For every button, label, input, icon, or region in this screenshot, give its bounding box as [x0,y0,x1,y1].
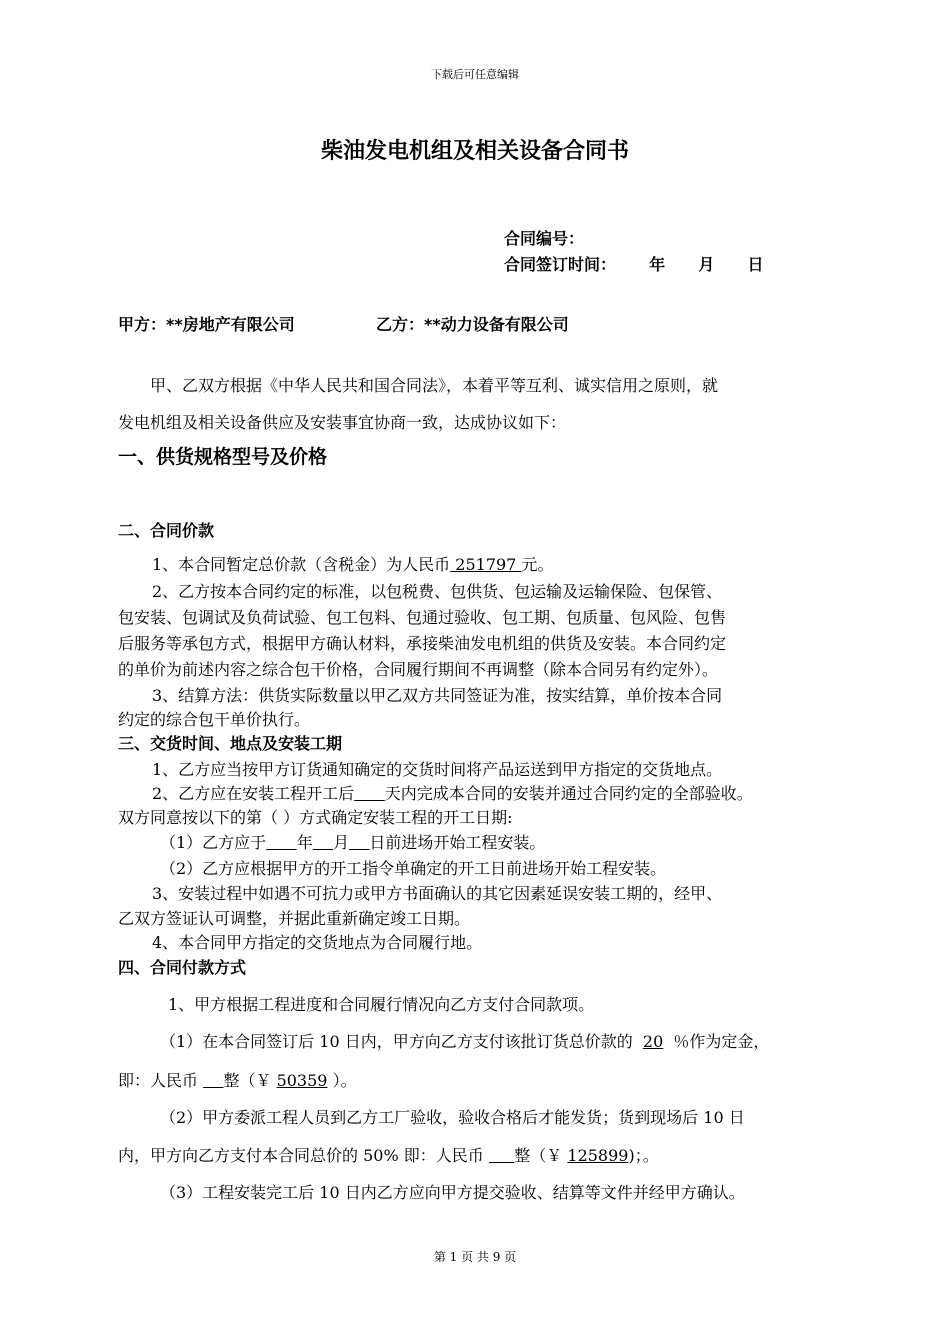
section-3-option-1 [160,830,545,853]
text: 年 [296,833,313,852]
section-3-para: 1、乙方应当按甲方订货通知确定的交货时间将产品运送到甲方指定的交货地点。 [152,760,723,779]
document-title: 柴油发电机组及相关设备合同书 [320,139,629,164]
section-4-para: 1、甲方根据工程进度和合同履行情况向乙方支付合同款项。 [168,995,595,1014]
section-4-title: 四、合同付款方式 [118,958,247,977]
section-2-para: 后服务等承包方式，根据甲方确认材料，承接柴油发电机组的供货及安装。本合同约定 [118,634,727,653]
text: 天内完成本合同的安装并通过合同约定的全部验收。 [384,784,753,803]
text: 2、乙方应在安装工程开工后 [152,784,355,803]
section-2-para: 的单价为前述内容之综合包干价格，合同履行期间不再调整（除本合同另有约定外）。 [118,660,719,679]
total-price-amount: 251797 [450,555,522,574]
section-2-para: 3、结算方法：供货实际数量以甲乙双方共同签证为准，按实结算，单价按本合同 [152,686,723,705]
text: 内，甲方向乙方支付本合同总价的 50% 即：人民币 [118,1146,484,1165]
section-3-para: 双方同意按以下的第（ ）方式确定安装工程的开工日期: [118,808,513,827]
blank-month [313,833,333,852]
deposit-percent: 20 [642,1032,664,1051]
sign-date-row [504,252,764,275]
sign-date-month: 月 [698,255,715,274]
sign-date-label: 合同签订时间： [504,255,617,274]
text: （1）乙方应于 [160,833,267,852]
text: （1）在本合同签订后 10 日内，甲方向乙方支付该批订货总价款的 [160,1032,633,1051]
text: ％作为定金， [673,1032,770,1051]
blank-day [349,833,369,852]
section-3-para [152,781,753,804]
section-3-para: 4、本合同甲方指定的交货地点为合同履行地。 [152,933,483,952]
section-2-para: 包安装、包调试及负荷试验、包工包料、包通过验收、包工期、包质量、包风险、包售 [118,608,727,627]
section-4-item-1 [118,1068,357,1091]
section-3-title: 三、交货时间、地点及安装工期 [118,734,343,753]
section-4-item-2: （2）甲方委派工程人员到乙方工厂验收，验收合格后才能发货；货到现场后 10 日 [160,1108,745,1127]
deposit-amount: 50359 [276,1071,328,1090]
blank-amount-words [489,1146,514,1165]
blank-year [266,833,297,852]
text: 整（￥ [223,1071,272,1090]
text: 即：人民币 [118,1071,199,1090]
text: 整（￥ [514,1146,563,1165]
section-2-para [152,552,553,575]
contract-no-label: 合同编号： [504,229,585,248]
section-1-title: 一、供货规格型号及价格 [118,446,328,468]
section-4-item-2 [118,1143,659,1166]
text: 1、本合同暂定总价款（含税金）为人民币 [152,555,451,574]
section-2-title: 二、合同价款 [118,521,215,540]
preamble-line: 发电机组及相关设备供应及安装事宜协商一致，达成协议如下： [118,413,567,432]
header-note: 下载后可任意编辑 [431,68,519,81]
party-b: 乙方：**动力设备有限公司 [376,315,569,334]
text: 元。 [521,555,554,574]
section-2-para: 2、乙方按本合同约定的标准，以包税费、包供货、包运输及运输保险、包保管、 [152,582,723,601]
section-3-para: 乙双方签证认可调整，并据此重新确定竣工日期。 [118,909,471,928]
sign-date-year: 年 [649,255,666,274]
sign-date-day: 日 [747,255,764,274]
text: 月 [333,833,350,852]
section-3-para: 3、安装过程中如遇不可抗力或甲方书面确认的其它因素延误安装工期的，经甲、 [152,884,723,903]
text: ）。 [332,1071,357,1090]
party-a: 甲方：**房地产有限公司 [118,315,295,334]
section-4-item-1 [160,1029,769,1052]
page-footer: 第 1 页 共 9 页 [433,1250,517,1264]
text: 日前进场开始工程安装。 [369,833,546,852]
blank-amount-words [203,1071,223,1090]
blank-days [354,784,385,803]
section-2-para: 约定的综合包干单价执行。 [118,710,311,729]
preamble-line: 甲、乙双方根据《中华人民共和国合同法》，本着平等互利、诚实信用之原则，就 [150,376,719,395]
section-3-option-2: （2）乙方应根据甲方的开工指令单确定的开工日前进场开始工程安装。 [160,859,667,878]
text: )；。 [628,1146,659,1165]
section-4-item-3: （3）工程安装完工后 10 日内乙方应向甲方提交验收、结算等文件并经甲方确认。 [160,1183,745,1202]
second-payment-amount: 125899 [567,1146,629,1165]
